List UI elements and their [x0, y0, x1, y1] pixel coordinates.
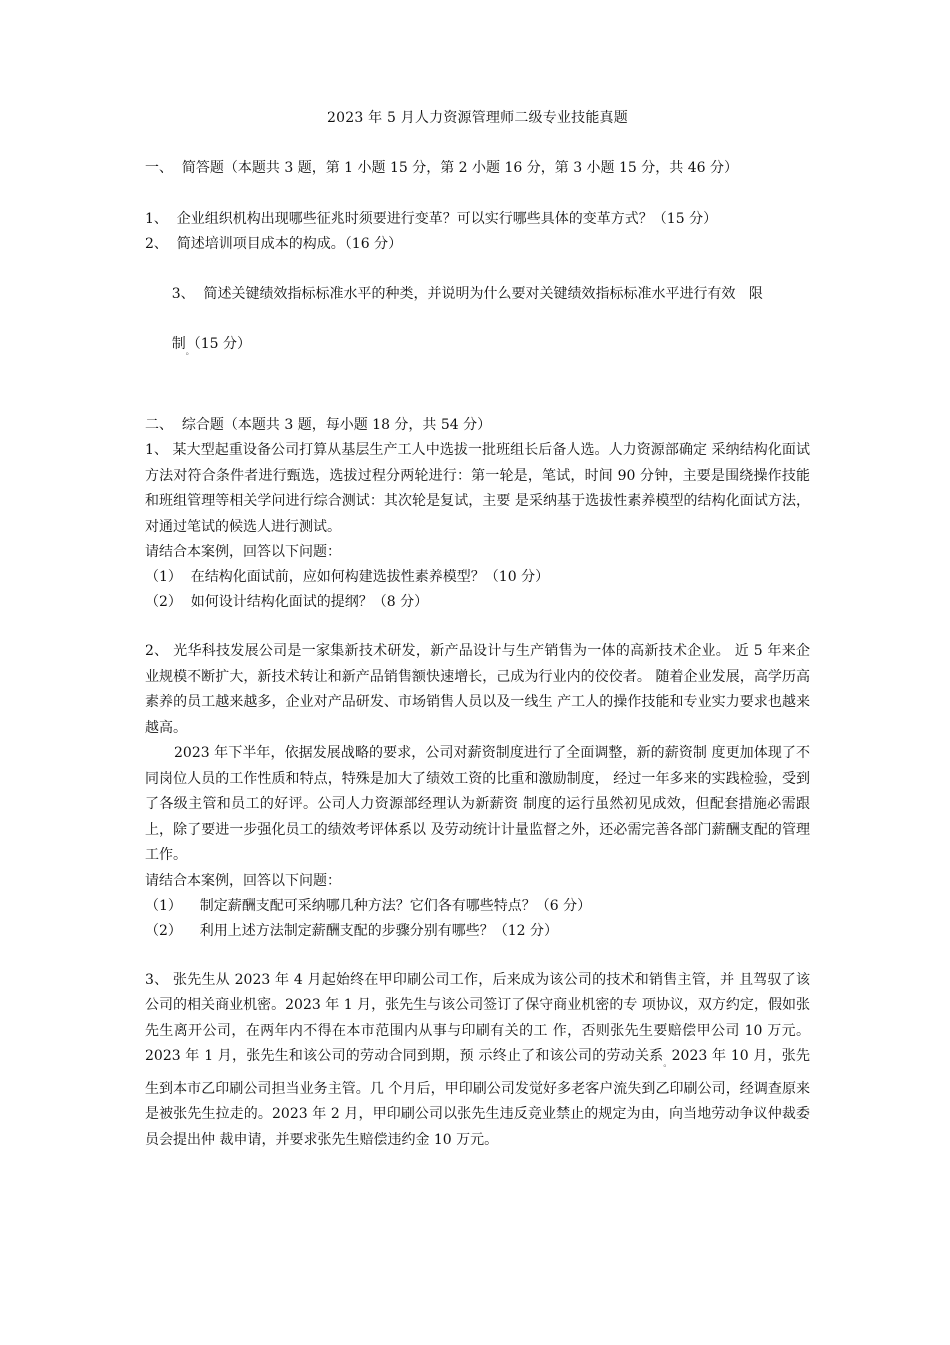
- section-short-answer: [145, 156, 810, 389]
- document-page: [145, 108, 810, 1153]
- question-3-points: （15 分）: [193, 336, 251, 352]
- case-2-paragraph-2: 2023 年下半年，依据发展战略的要求，公司对薪资制度进行了全面调整，新的薪资制 度更加体现了不同岗位人员的工作性质和特点，特殊是加大了绩效工资的比重和激励制度， 经过一年多来的实践检验，受到了各级主管和员工的好评。公司人力资源部经理认为新薪资 制度的运行虽然初见成效，但配套措施必需跟上，除了要进一步强化员工的绩效考评体系以 及劳动统计计量监督之外，还必需完善各部门薪酬支配的管理工作。: [145, 745, 810, 863]
- case-2-paragraph-1: 2、 光华科技发展公司是一家集新技术研发，新产品设计与生产销售为一体的高新技术企业。 近 5 年来企业规模不断扩大，新技术转让和新产品销售额快速增长，己成为行业内的佼佼者。 随着企业发展，高学历高素养的员工越来越多，企业对产品研发、市场销售人员以及一线生 产工人的操作技能和专业实力要求也越来越高。: [145, 643, 810, 736]
- case-3-text-part-1: 3、 张先生从 2023 年 4 月起始终在甲印刷公司工作，后来成为该公司的技术和销售主管，并 且驾驭了该公司的相关商业机密。2023 年 1 月，张先生与该公司签订了保守商业机密的专 项协议，双方约定，假如张先生离开公司，在两年内不得在本市范围内从事与印刷有关的工 作，否则张先生要赔偿甲公司 10 万元。2023 年 1 月，张先生和该公司的劳动合同到期，预 示终止了和该公司的劳动关系: [145, 971, 810, 1064]
- punctuation-mark: 。: [663, 1059, 672, 1068]
- section-heading: 二、 综合题（本题共 3 题，每小题 18 分，共 54 分）: [145, 417, 492, 433]
- case-1-text: 1、 某大型起重设备公司打算从基层生产工人中选拔一批班组长后备人选。人力资源部确定 采纳结构化面试方法对符合条件者进行甄选，选拔过程分两轮进行：第一轮是，笔试，时间 90 分钟，主要是围绕操作技能和班组管理等相关学问进行综合测试：其次轮是复试，主要 是采纳基于选拔性素养模型的结构化面试方法，对通过笔试的候选人进行测试。: [145, 442, 810, 535]
- case-1-subquestion-1: （1） 在结构化面试前，应如何构建选拔性素养模型？（10 分）: [145, 569, 550, 585]
- case-3-text-part-2: 2023 年 10 月，张先生到本市乙印刷公司担当业务主管。几 个月后，甲印刷公司发觉好多老客户流失到乙印刷公司，经调查原来是被张先生拉走的。2023 年 2 月，甲印刷公司以张先生违反竞业禁止的规定为由，向当地劳动争议仲裁委员会提出仲 裁申请，并要求张先生赔偿违约金 10 万元。: [145, 1048, 811, 1148]
- case-2-subquestion-1: （1） 制定薪酬支配可采纳哪几种方法？它们各有哪些特点？（6 分）: [145, 897, 592, 914]
- section-heading: 一、 简答题（本题共 3 题，第 1 小题 15 分，第 2 小题 16 分，第 3 小题 15 分，共 46 分）: [145, 160, 738, 176]
- case-1: [145, 438, 810, 615]
- case-2-subquestion-2: （2） 利用上述方法制定薪酬支配的步骤分别有哪些？（12 分）: [145, 922, 558, 939]
- section-comprehensive: [145, 413, 810, 1153]
- case-2: [145, 639, 810, 944]
- case-3-text: [145, 968, 810, 1154]
- case-1-subquestion-2: （2） 如何设计结构化面试的提纲？（8 分）: [145, 594, 429, 610]
- document-title: 2023 年 5 月人力资源管理师二级专业技能真题: [327, 110, 628, 126]
- spacer: [145, 181, 810, 207]
- case-3: [145, 968, 810, 1154]
- question-3-line-1: 3、 简述关键绩效指标标准水平的种类，并说明为什么要对关键绩效指标标准水平进行有效 限: [171, 286, 763, 302]
- question-3-line-2-text: 制: [171, 336, 186, 352]
- punctuation-mark: 。: [185, 347, 194, 356]
- case-1-prompt: 请结合本案例，回答以下问题：: [145, 544, 341, 560]
- question-1: 1、 企业组织机构出现哪些征兆时须要进行变革？可以实行哪些具体的变革方式？（15 分）: [145, 211, 718, 227]
- spacer: [145, 615, 810, 639]
- spacer: [145, 128, 810, 156]
- spacer: [145, 389, 810, 413]
- question-2: 2、 简述培训项目成本的构成。（16 分）: [145, 236, 403, 252]
- case-2-prompt: 请结合本案例，回答以下问题：: [145, 872, 341, 889]
- question-3: [145, 257, 810, 389]
- spacer: [145, 944, 810, 968]
